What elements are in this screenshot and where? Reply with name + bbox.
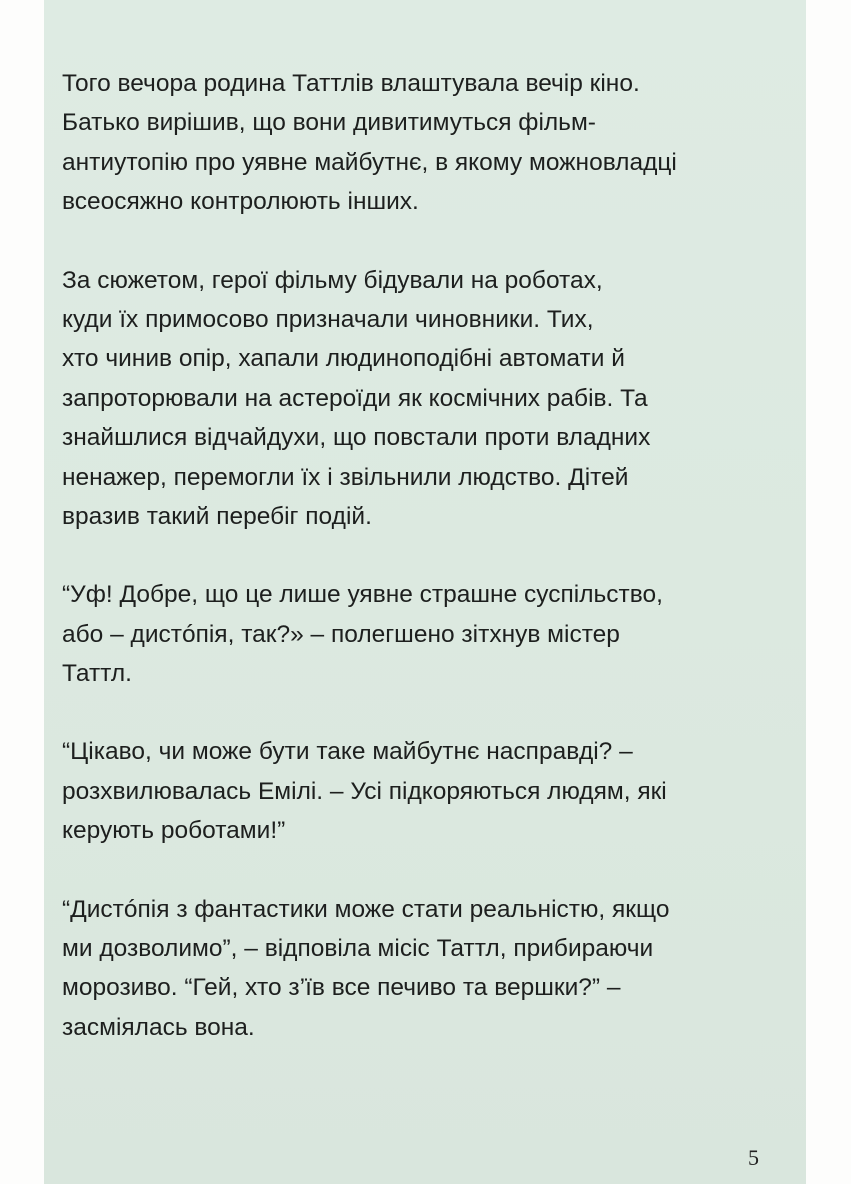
text-line: або – дистóпія, так?» – полегшено зітхнув містер	[62, 620, 620, 648]
text-line: Таттл.	[62, 660, 132, 688]
text-line: антиутопію про уявне майбутнє, в якому можновладці	[62, 148, 677, 176]
book-page	[44, 0, 806, 1184]
page-number: 5	[748, 1145, 759, 1170]
text-line: Батько вирішив, що вони дивитимуться фільм-	[62, 109, 596, 137]
text-line: куди їх примосово призначали чиновники. Тих,	[62, 305, 594, 333]
paragraph-4	[62, 732, 802, 850]
text-line: хто чинив опір, хапали людиноподібні автомати й	[62, 345, 625, 373]
text-line: всеосяжно контролюють інших.	[62, 188, 419, 216]
page-body	[62, 64, 802, 1086]
text-line: За сюжетом, герої фільму бідували на роботах,	[62, 266, 603, 294]
text-line: морозиво. “Гей, хто з’їв все печиво та вершки?” –	[62, 974, 621, 1002]
paragraph-2	[62, 261, 802, 537]
text-line: розхвилювалась Емілі. – Усі підкоряються людям, які	[62, 777, 667, 805]
text-line: “Дистóпія з фантастики може стати реальністю, якщо	[62, 895, 670, 923]
text-line: керують роботами!”	[62, 817, 286, 845]
text-line: Того вечора родина Таттлів влаштувала вечір кіно.	[62, 70, 640, 97]
text-line: вразив такий перебіг подій.	[62, 502, 372, 530]
text-line: засміялась вона.	[62, 1013, 255, 1041]
text-line: знайшлися відчайдухи, що повстали проти владних	[62, 424, 651, 452]
text-line: ми дозволимо”, – відповіла місіс Таттл, прибираючи	[62, 935, 654, 963]
paragraph-1	[62, 64, 802, 222]
paragraph-5	[62, 890, 802, 1048]
text-line: “Уф! Добре, що це лише уявне страшне суспільство,	[62, 581, 663, 609]
paragraph-3	[62, 575, 802, 693]
text-line: запроторювали на астероїди як космічних рабів. Та	[62, 384, 648, 412]
text-line: ненажер, перемогли їх і звільнили людство. Дітей	[62, 463, 629, 491]
text-line: “Цікаво, чи може бути таке майбутнє насправді? –	[62, 738, 633, 766]
